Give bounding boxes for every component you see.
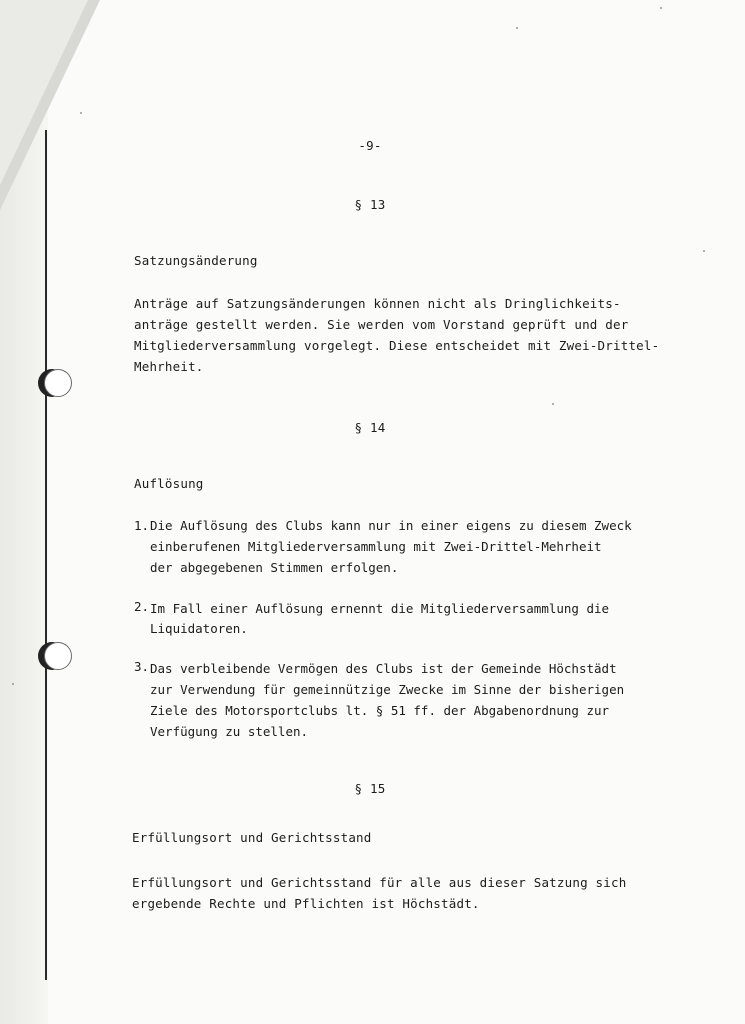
list-item-line: Liquidatoren.	[150, 621, 248, 636]
list-item-line: Das verbleibende Vermögen des Clubs ist der Gemeinde Höchstädt	[150, 661, 617, 676]
scan-speck	[703, 250, 705, 252]
list-item-number: 1.	[134, 518, 150, 533]
list-item-number: 2.	[134, 599, 150, 614]
paragraph-line: Mehrheit.	[134, 359, 204, 374]
folded-corner-highlight	[0, 0, 88, 185]
scan-speck	[516, 27, 518, 29]
scan-speck	[552, 403, 554, 405]
punch-hole-bottom	[44, 642, 72, 670]
list-item-number: 3.	[134, 659, 150, 674]
list-item-line: der abgegebenen Stimmen erfolgen.	[150, 560, 399, 575]
paragraph-line: ergebende Rechte und Pflichten ist Höchstädt.	[132, 896, 480, 911]
scan-speck	[80, 112, 82, 114]
list-item-line: Im Fall einer Auflösung ernennt die Mitgliederversammlung die	[150, 601, 610, 616]
section-heading-13: Satzungsänderung	[134, 253, 258, 268]
section-marker-14: § 14	[354, 420, 386, 435]
list-item-line: Ziele des Motorsportclubs lt. § 51 ff. der Abgabenordnung zur	[150, 703, 610, 718]
section-marker-15: § 15	[354, 781, 386, 796]
paragraph-line: anträge gestellt werden. Sie werden vom Vorstand geprüft und der	[134, 317, 629, 332]
paragraph-line: Mitgliederversammlung vorgelegt. Diese entscheidet mit Zwei-Drittel-	[134, 338, 660, 353]
page-number: -9-	[358, 138, 382, 153]
list-item-line: Verfügung zu stellen.	[150, 724, 309, 739]
list-item-line: Die Auflösung des Clubs kann nur in einer eigens zu diesem Zweck	[150, 518, 632, 533]
punch-hole-top	[44, 369, 72, 397]
list-item-line: zur Verwendung für gemeinnützige Zwecke im Sinne der bisherigen	[150, 682, 625, 697]
binding-edge	[45, 130, 47, 980]
scan-speck	[660, 7, 662, 9]
section-heading-15: Erfüllungsort und Gerichtsstand	[132, 830, 372, 845]
list-item-line: einberufenen Mitgliederversammlung mit Zwei-Drittel-Mehrheit	[150, 539, 602, 554]
section-heading-14: Auflösung	[134, 476, 204, 491]
section-marker-13: § 13	[354, 197, 386, 212]
scan-speck	[12, 683, 14, 685]
paragraph-line: Anträge auf Satzungsänderungen können nicht als Dringlichkeits-	[134, 296, 621, 311]
paragraph-line: Erfüllungsort und Gerichtsstand für alle aus dieser Satzung sich	[132, 875, 627, 890]
